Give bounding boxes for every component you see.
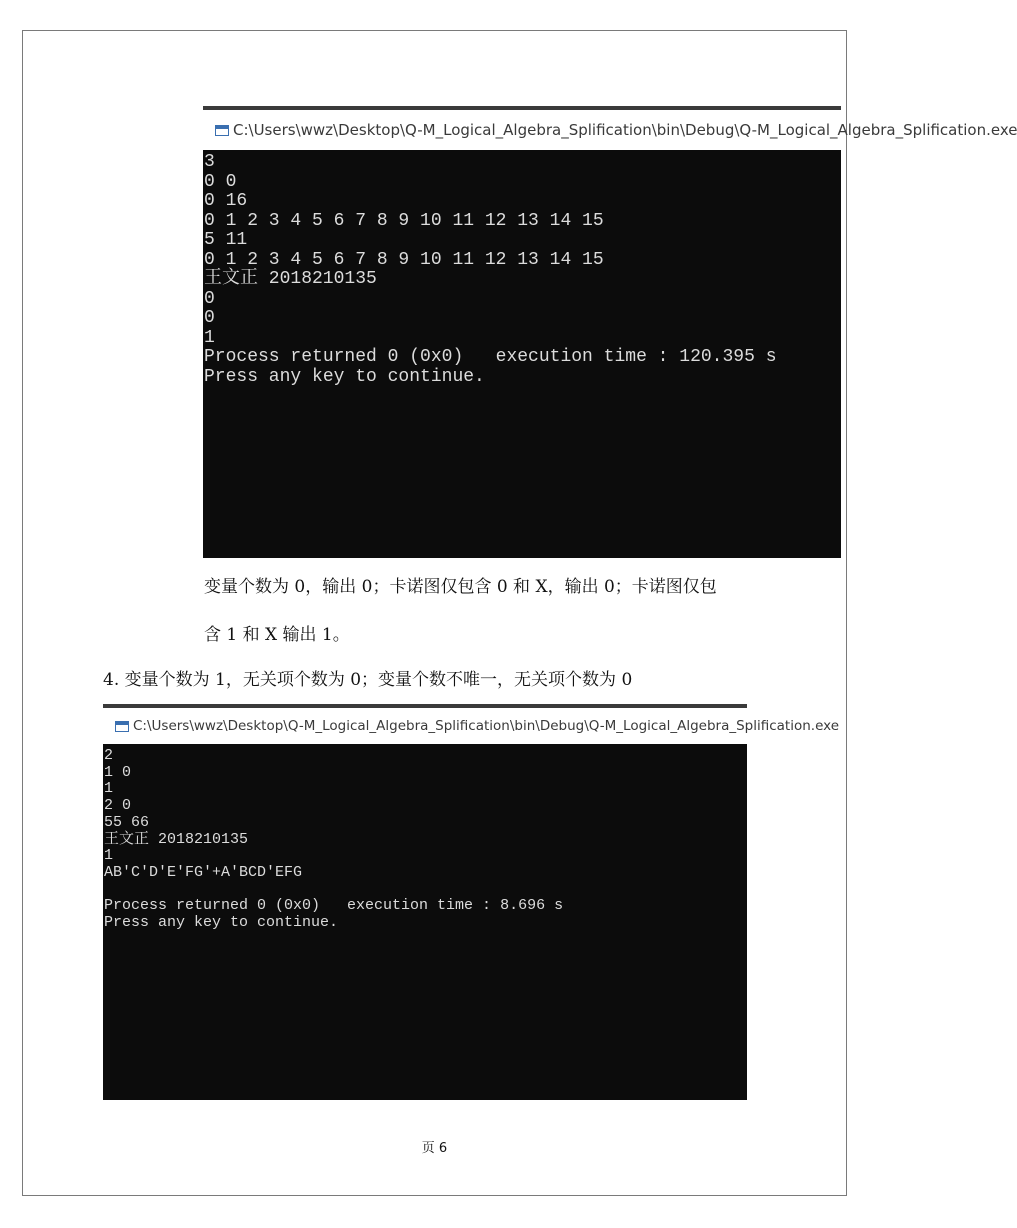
console-line: 1 0 <box>104 763 132 781</box>
console-line: AB'C'D'E'FG'+A'BCD'EFG <box>104 863 303 881</box>
console-line: 55 66 <box>104 813 150 831</box>
console-line: 0 0 <box>204 171 237 192</box>
console-line: 5 11 <box>204 230 248 250</box>
console-line: Process returned 0 (0x0) execution time : 8.696 s <box>104 897 564 915</box>
console-title: C:\Users\wwz\Desktop\Q-M_Logical_Algebra_Splification\bin\Debug\Q-M_Logical_Algebra_Splification.exe <box>233 121 1017 139</box>
console-line: 0 <box>204 288 215 309</box>
console-line: 3 <box>204 152 215 172</box>
console-line: 2 <box>104 747 114 764</box>
console-line: 2 0 <box>104 797 132 815</box>
console-line: 1 <box>104 847 114 865</box>
console-line: 0 16 <box>204 191 248 211</box>
console-window-1 <box>203 106 1017 558</box>
console-line <box>104 882 747 899</box>
console-output <box>103 744 747 1100</box>
console-line: 1 <box>204 327 215 348</box>
explanation-text-line-1: 变量个数为 0，输出 0；卡诺图仅包含 0 和 X，输出 0；卡诺图仅包 <box>204 577 717 597</box>
console-line: 0 1 2 3 4 5 6 7 8 9 10 11 12 13 14 15 <box>204 210 604 231</box>
console-line: 王文正 2018210135 <box>104 830 249 848</box>
console-line: 1 <box>104 780 114 798</box>
console-line: 0 <box>204 308 215 328</box>
console-title: C:\Users\wwz\Desktop\Q-M_Logical_Algebra_Splification\bin\Debug\Q-M_Logical_Algebra_Splification.exe <box>133 718 840 734</box>
console-titlebar <box>203 106 1017 150</box>
console-line: 王文正 2018210135 <box>204 269 377 289</box>
console-app-icon <box>215 125 229 136</box>
console-output <box>203 150 841 558</box>
console-line: 0 1 2 3 4 5 6 7 8 9 10 11 12 13 14 15 <box>204 249 604 270</box>
console-titlebar <box>103 704 840 744</box>
explanation-text-line-2: 含 1 和 X 输出 1。 <box>204 625 350 645</box>
console-line: Press any key to continue. <box>204 366 485 387</box>
page-number: 页 6 <box>421 1141 448 1156</box>
console-window-2 <box>103 704 840 1100</box>
console-line: Press any key to continue. <box>104 914 339 932</box>
console-app-icon <box>115 721 129 732</box>
section-heading-4: 4. 变量个数为 1，无关项个数为 0；变量个数不唯一，无关项个数为 0 <box>103 670 633 690</box>
console-line: Process returned 0 (0x0) execution time : 120.395 s <box>204 347 777 367</box>
